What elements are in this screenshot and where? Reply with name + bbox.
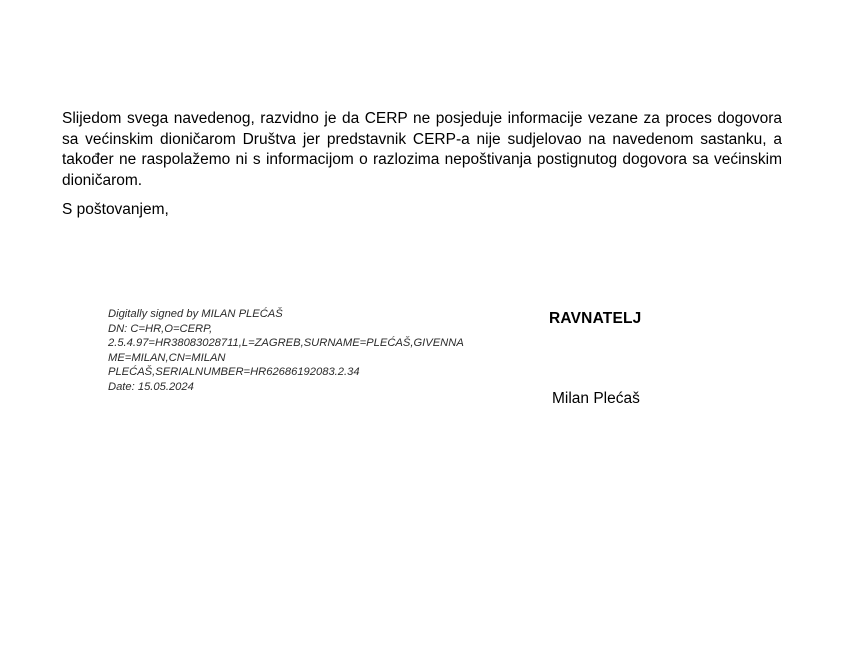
signature-line: PLEĆAŠ,SERIALNUMBER=HR62686192083.2.34 (108, 366, 360, 379)
signature-date-line: Date: 15.05.2024 (108, 380, 194, 393)
signatory-name: Milan Plećaš (552, 390, 640, 407)
signature-line: 2.5.4.97=HR38083028711,L=ZAGREB,SURNAME=PLEĆAŠ,GIVENNA (108, 337, 464, 350)
signature-line: Digitally signed by MILAN PLEĆAŠ (108, 308, 283, 320)
signatory-role: RAVNATELJ (549, 310, 642, 327)
body-paragraph: Slijedom svega navedenog, razvidno je da CERP ne posjeduje informacije vezane za proces dogovora sa većinskim dioničarom Društva jer predstavnik CERP-a nije sudjelovao na navedenom sastanku, a također ne raspolažemo ni s informacijom o razlozima nepoštivanja postignutog dogovora sa većinskim dioničarom. (62, 110, 782, 189)
closing-salutation: S poštovanjem, (62, 201, 169, 218)
digital-signature-block (108, 307, 528, 395)
signature-line: ME=MILAN,CN=MILAN (108, 351, 226, 364)
signature-line: DN: C=HR,O=CERP, (108, 322, 213, 335)
